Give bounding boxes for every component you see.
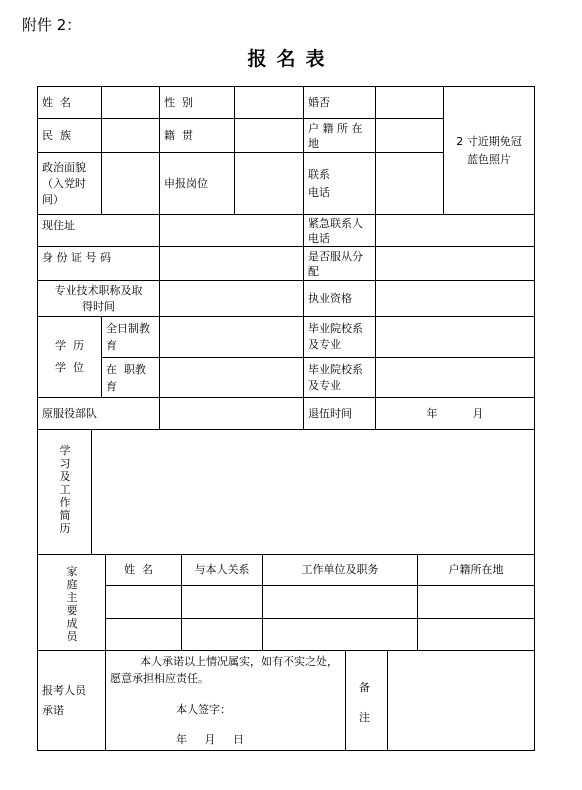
ethnicity-label: 民 族 bbox=[38, 119, 102, 153]
id-number-field[interactable] bbox=[160, 247, 304, 281]
education-degree-label: 学 历 学 位 bbox=[38, 317, 102, 398]
marital-field[interactable] bbox=[376, 87, 444, 119]
contact-field[interactable] bbox=[376, 153, 444, 215]
fam-row1-work[interactable] bbox=[263, 586, 418, 619]
signature-label: 本人签字： bbox=[176, 703, 231, 716]
contact-label: 联系 电话 bbox=[304, 153, 376, 215]
address-field[interactable] bbox=[160, 215, 304, 247]
photo-cell: 2 寸近期免冠蓝色照片 bbox=[444, 87, 535, 215]
former-unit-label: 原服役部队 bbox=[38, 398, 160, 430]
family-label: 家庭主要成员 bbox=[38, 555, 106, 651]
fam-row2-household[interactable] bbox=[418, 619, 535, 651]
assignment-label: 是否服从分配 bbox=[304, 247, 376, 281]
resume-label: 学习及工作简历 bbox=[38, 430, 92, 555]
inservice-edu-field[interactable] bbox=[160, 358, 304, 398]
household-label: 户 籍 所 在地 bbox=[304, 119, 376, 153]
marital-label: 婚否 bbox=[304, 87, 376, 119]
graduate-school2-field[interactable] bbox=[376, 358, 535, 398]
native-place-label: 籍 贯 bbox=[160, 119, 235, 153]
ethnicity-field[interactable] bbox=[102, 119, 160, 153]
position-label: 申报岗位 bbox=[160, 153, 235, 215]
qualification-field[interactable] bbox=[376, 281, 535, 317]
position-field[interactable] bbox=[235, 153, 304, 215]
page-title: 报名表 bbox=[247, 48, 335, 70]
address-label: 现住址 bbox=[38, 215, 160, 247]
household-field[interactable] bbox=[376, 119, 444, 153]
qualification-label: 执业资格 bbox=[304, 281, 376, 317]
id-number-label: 身 份 证 号 码 bbox=[38, 247, 160, 281]
retire-time-field[interactable]: 年 月 bbox=[376, 398, 535, 430]
remarks-field[interactable] bbox=[388, 651, 535, 751]
assignment-field[interactable] bbox=[376, 247, 535, 281]
fam-row2-relation[interactable] bbox=[182, 619, 263, 651]
fam-row2-work[interactable] bbox=[263, 619, 418, 651]
pledge-label: 报考人员承诺 bbox=[38, 651, 106, 751]
graduate-school-label: 毕业院校系及专业 bbox=[304, 317, 376, 358]
name-field[interactable] bbox=[102, 87, 160, 119]
gender-label: 性 别 bbox=[160, 87, 235, 119]
emergency-contact-field[interactable] bbox=[376, 215, 535, 247]
political-status-field[interactable] bbox=[102, 153, 160, 215]
graduate-school-field[interactable] bbox=[376, 317, 535, 358]
fam-row1-name[interactable] bbox=[106, 586, 182, 619]
fam-row2-name[interactable] bbox=[106, 619, 182, 651]
fulltime-edu-field[interactable] bbox=[160, 317, 304, 358]
pledge-date: 年 月 日 bbox=[176, 733, 244, 746]
graduate-school2-label: 毕业院校系及专业 bbox=[304, 358, 376, 398]
fam-relation-header: 与本人关系 bbox=[182, 555, 263, 586]
political-status-label: 政治面貌（入党时间） bbox=[38, 153, 102, 215]
resume-field[interactable] bbox=[92, 430, 535, 555]
professional-title-field[interactable] bbox=[160, 281, 304, 317]
emergency-contact-label: 紧急联系人电话 bbox=[304, 215, 376, 247]
registration-form-table bbox=[37, 86, 535, 751]
fam-work-header: 工作单位及职务 bbox=[263, 555, 418, 586]
former-unit-field[interactable] bbox=[160, 398, 304, 430]
name-label: 姓 名 bbox=[38, 87, 102, 119]
pledge-cell bbox=[106, 651, 346, 751]
remarks-label: 备 注 bbox=[346, 651, 388, 751]
fam-household-header: 户籍所在地 bbox=[418, 555, 535, 586]
fam-row1-household[interactable] bbox=[418, 586, 535, 619]
fam-name-header: 姓 名 bbox=[106, 555, 182, 586]
professional-title-label: 专业技术职称及取得时间 bbox=[38, 281, 160, 317]
attachment-label: 附件 2： bbox=[22, 16, 82, 34]
fam-row1-relation[interactable] bbox=[182, 586, 263, 619]
pledge-text: 本人承诺以上情况属实，如有不实之处，愿意承担相应责任。 bbox=[110, 655, 338, 685]
fulltime-edu-label: 全日制教 育 bbox=[102, 317, 160, 358]
inservice-edu-label: 在 职教 育 bbox=[102, 358, 160, 398]
retire-time-label: 退伍时间 bbox=[304, 398, 376, 430]
gender-field[interactable] bbox=[235, 87, 304, 119]
native-place-field[interactable] bbox=[235, 119, 304, 153]
